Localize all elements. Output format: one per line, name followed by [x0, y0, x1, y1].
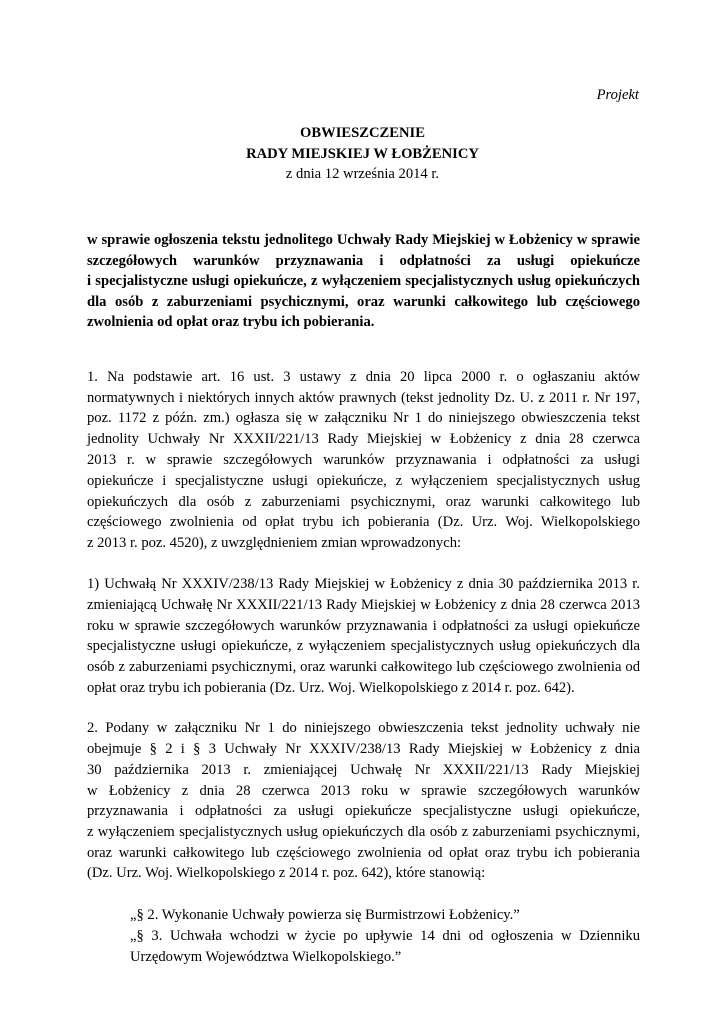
document-title: OBWIESZCZENIE — [300, 125, 425, 141]
subject-line: dla osób z zaburzeniami psychicznymi, oraz warunki całkowitego lub częściowego — [87, 294, 640, 310]
paragraph-line: poz. 1172 z późn. zm.) ogłasza się w załączniku Nr 1 do niniejszego obwieszczenia tekst — [87, 410, 640, 426]
issuer-title: RADY MIEJSKIEJ W ŁOBŻENICY — [246, 146, 479, 162]
paragraph-line: jednolity Uchwały Nr XXXII/221/13 Rady Miejskiej w Łobżenicy z dnia 28 czerwca — [87, 431, 640, 447]
paragraph-line: (Dz. Urz. Woj. Wielkopolskiego z 2014 r. poz. 642), które stanowią: — [87, 865, 486, 881]
paragraph-line: częściowego zwolnienia od opłat trybu ich pobierania (Dz. Urz. Woj. Wielkopolskiego — [87, 514, 640, 530]
paragraph-line: zmieniającą Uchwałę Nr XXXII/221/13 Rady Miejskiej w Łobżenicy z dnia 28 czerwca 2013 — [87, 597, 640, 613]
paragraph-line: opiekuńczych dla osób z zaburzeniami psychicznymi, oraz warunki całkowitego lub — [87, 494, 640, 510]
quote-line: „§ 2. Wykonanie Uchwały powierza się Burmistrzowi Łobżenicy.” — [130, 907, 520, 923]
document-date: z dnia 12 września 2014 r. — [285, 166, 440, 182]
paragraph-line: z 2013 r. poz. 4520), z uwzględnieniem zmian wprowadzonych: — [87, 535, 462, 551]
paragraph-line: w Łobżenicy z dnia 28 czerwca 2013 roku w sprawie szczegółowych warunków — [87, 783, 640, 799]
subject-line: w sprawie ogłoszenia tekstu jednolitego Uchwały Rady Miejskiej w Łobżenicy w sprawie — [87, 232, 640, 248]
quote-line: „§ 3. Uchwała wchodzi w życie po upływie 14 dni od ogłoszenia w Dzienniku — [130, 928, 640, 944]
paragraph-line: z wyłączeniem specjalistycznych usług opiekuńczych dla osób z zaburzeniami psychicznymi, — [87, 824, 640, 840]
projekt-label: Projekt — [596, 87, 639, 103]
paragraph-line: 1. Na podstawie art. 16 ust. 3 ustawy z dnia 20 lipca 2000 r. o ogłaszaniu aktów — [87, 369, 640, 385]
paragraph-line: oraz warunki całkowitego lub częściowego zwolnienia od opłat oraz trybu ich pobierania — [87, 845, 640, 861]
quote-line: Urzędowym Województwa Wielkopolskiego.” — [130, 949, 402, 965]
paragraph-line: specjalistyczne usługi opiekuńcze, z wyłączeniem specjalistycznych usług opiekuńczych dla — [87, 638, 640, 654]
paragraph-line: osób z zaburzeniami psychicznymi, oraz warunki całkowitego lub częściowego zwolnienia od — [87, 659, 640, 675]
paragraph-line: normatywnych i niektórych innych aktów prawnych (tekst jednolity Dz. U. z 2011 r. Nr 197, — [87, 390, 640, 406]
paragraph-line: roku w sprawie szczegółowych warunków przyznawania i odpłatności za usługi opiekuńcze — [87, 618, 640, 634]
paragraph-line: przyznawania i odpłatności za usługi opiekuńcze specjalistyczne usługi opiekuńcze, — [87, 803, 640, 819]
subject-line: szczegółowych warunków przyznawania i odpłatności za usługi opiekuńcze — [87, 253, 640, 269]
subject-line: zwolnienia od opłat oraz trybu ich pobierania. — [87, 314, 375, 330]
paragraph-line: opłat oraz trybu ich pobierania (Dz. Urz. Woj. Wielkopolskiego z 2014 r. poz. 642). — [87, 680, 575, 696]
paragraph-line: 30 października 2013 r. zmieniającej Uchwałę Nr XXXII/221/13 Rady Miejskiej — [87, 762, 640, 778]
paragraph-line: opiekuńcze i specjalistyczne usługi opiekuńcze, z wyłączeniem specjalistycznych usług — [87, 473, 640, 489]
paragraph-line: 2013 r. w sprawie szczegółowych warunków przyznawania i odpłatności za usługi — [87, 452, 640, 468]
paragraph-line: 1) Uchwałą Nr XXXIV/238/13 Rady Miejskiej w Łobżenicy z dnia 30 października 2013 r. — [87, 576, 640, 592]
subject-line: i specjalistyczne usługi opiekuńcze, z wyłączeniem specjalistycznych usług opiekuńczych — [87, 273, 640, 289]
paragraph-line: 2. Podany w załączniku Nr 1 do niniejszego obwieszczenia tekst jednolity uchwały nie — [87, 720, 640, 736]
paragraph-line: obejmuje § 2 i § 3 Uchwały Nr XXXIV/238/13 Rady Miejskiej w Łobżenicy z dnia — [87, 741, 640, 757]
